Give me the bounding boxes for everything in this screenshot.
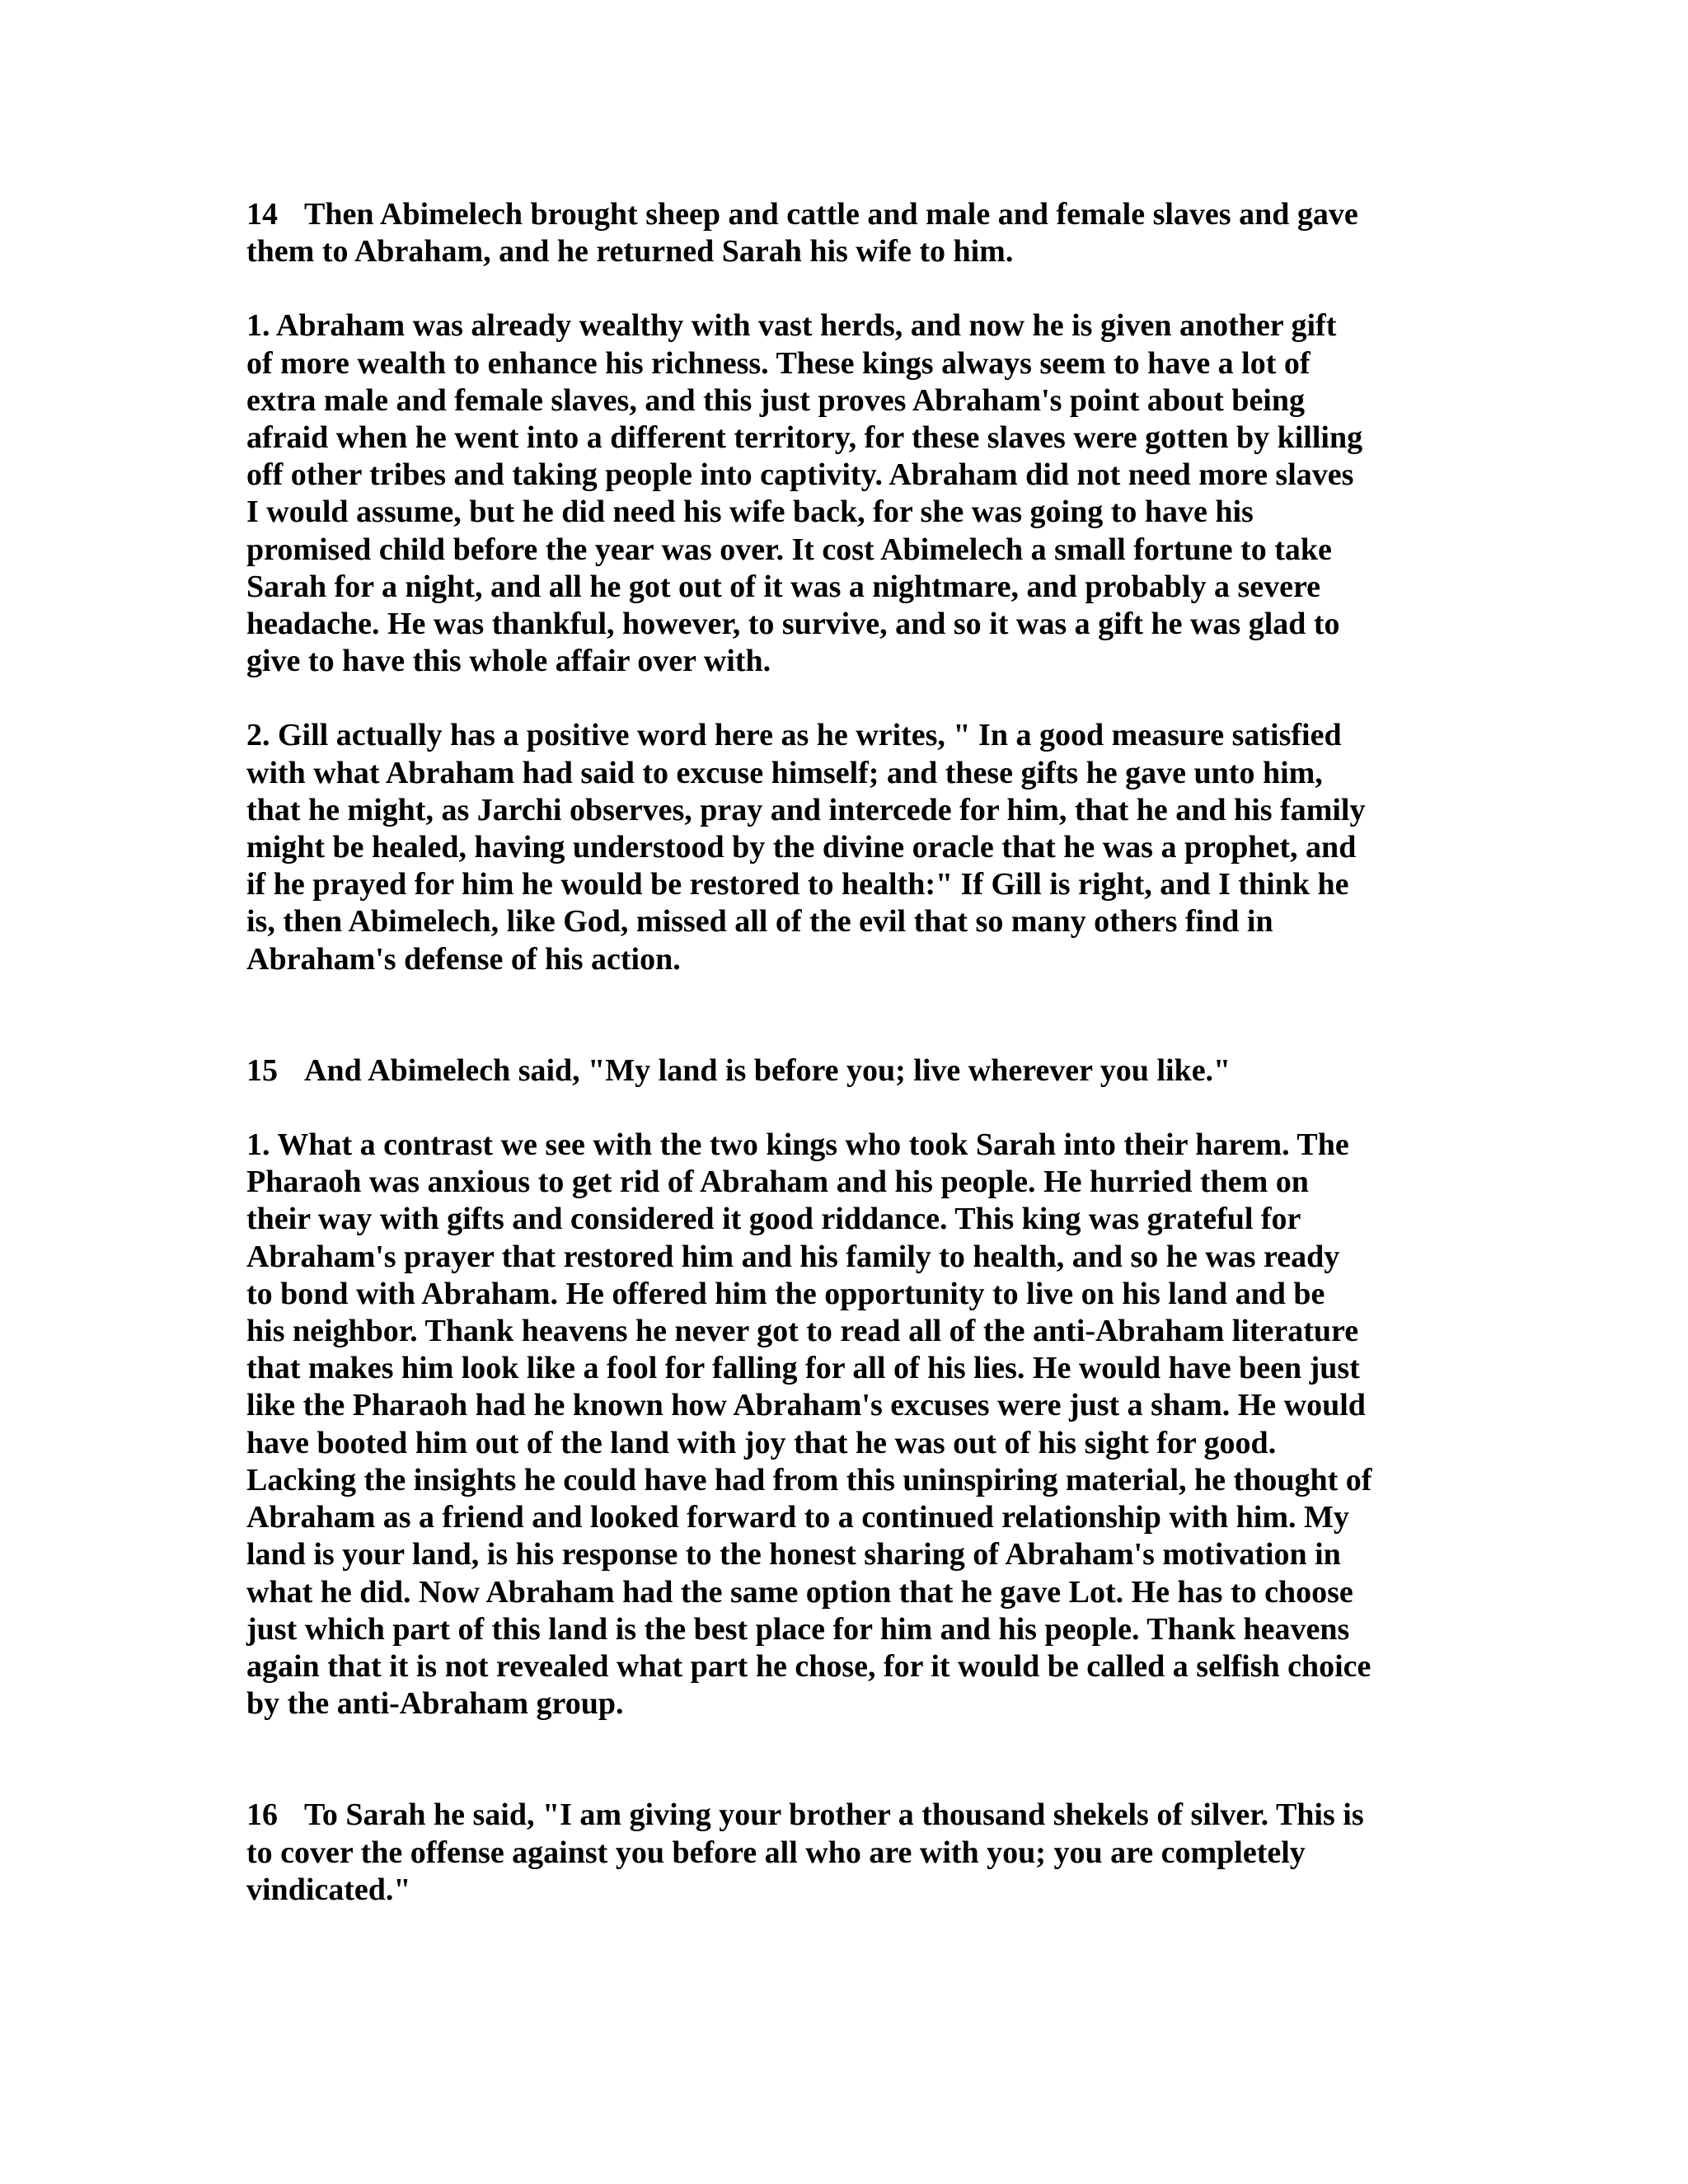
note-line: give to have this whole affair over with. [246, 644, 771, 679]
note-line: just which part of this land is the best place for him and his people. Thank heavens [246, 1611, 1350, 1647]
note-line: that he might, as Jarchi observes, pray and intercede for him, that he and his family [246, 792, 1366, 827]
note-line: again that it is not revealed what part he chose, for it would be called a selfish choice [246, 1648, 1372, 1684]
verse-line: 15 And Abimelech said, "My land is before you; live wherever you like." [246, 1052, 1450, 1090]
verse-number: 14 [246, 197, 278, 232]
note-line: I would assume, but he did need his wife back, for she was going to have his [246, 494, 1254, 530]
paragraph-spacer [246, 270, 1450, 307]
note-line: Abraham as a friend and looked forward to a continued relationship with him. My [246, 1500, 1349, 1535]
note-line: extra male and female slaves, and this just proves Abraham's point about being [246, 382, 1306, 418]
note-line: Sarah for a night, and all he got out of it was a nightmare, and probably a severe [246, 569, 1321, 604]
note-line: afraid when he went into a different territory, for these slaves were gotten by killing [246, 420, 1363, 456]
note-line: if he prayed for him he would be restored to health:" If Gill is right, and I think he [246, 867, 1349, 902]
paragraph-spacer [246, 1090, 1450, 1127]
verse-line: vindicated." [246, 1872, 411, 1907]
verse-16 [246, 1797, 1450, 1909]
note-line: might be healed, having understood by the divine oracle that he was a prophet, and [246, 830, 1357, 865]
verse-line: them to Abraham, and he returned Sarah his wife to him. [246, 234, 1014, 269]
note-paragraph [246, 307, 1450, 680]
note-line: what he did. Now Abraham had the same option that he gave Lot. He has to choose [246, 1574, 1353, 1610]
note-line: by the anti-Abraham group. [246, 1686, 624, 1722]
note-line: to bond with Abraham. He offered him the opportunity to live on his land and be [246, 1276, 1325, 1311]
note-line: off other tribes and taking people into captivity. Abraham did not need more slaves [246, 457, 1354, 493]
note-line: that makes him look like a fool for falling for all of his lies. He would have been just [246, 1351, 1360, 1386]
note-line: have booted him out of the land with joy that he was out of his sight for good. [246, 1425, 1277, 1460]
note-line: headache. He was thankful, however, to survive, and so it was a gift he was glad to [246, 607, 1340, 642]
verse-14 [246, 196, 1450, 270]
note-paragraph [246, 717, 1450, 977]
verse-line: to cover the offense against you before all who are with you; you are completely [246, 1835, 1306, 1870]
note-line: their way with gifts and considered it good riddance. This king was grateful for [246, 1202, 1301, 1237]
note-line: with what Abraham had said to excuse himself; and these gifts he gave unto him, [246, 755, 1323, 790]
note-line: promised child before the year was over. It cost Abimelech a small fortune to take [246, 532, 1332, 567]
note-line: like the Pharaoh had he known how Abraham's excuses were just a sham. He would [246, 1388, 1366, 1423]
commentary-text [246, 196, 1450, 1909]
note-paragraph [246, 1127, 1450, 1722]
note-line: 2. Gill actually has a positive word here as he writes, " In a good measure satisfied [246, 718, 1342, 753]
verse-number: 15 [246, 1052, 278, 1088]
note-line: Lacking the insights he could have had from this uninspiring material, he thought of [246, 1462, 1372, 1497]
note-line: Abraham's defense of his action. [246, 941, 681, 977]
verse-line: 14 Then Abimelech brought sheep and cattle and male and female slaves and gave [246, 196, 1450, 233]
note-line: of more wealth to enhance his richness. These kings always seem to have a lot of [246, 345, 1311, 381]
note-line: Pharaoh was anxious to get rid of Abraham and his people. He hurried them on [246, 1165, 1309, 1200]
verse-line: 16 To Sarah he said, "I am giving your brother a thousand shekels of silver. This is [246, 1797, 1450, 1834]
note-line: his neighbor. Thank heavens he never got to read all of the anti-Abraham literature [246, 1314, 1359, 1349]
verse-15 [246, 1052, 1450, 1090]
paragraph-spacer [246, 680, 1450, 717]
note-line: is, then Abimelech, like God, missed all of the evil that so many others find in [246, 904, 1273, 940]
note-line: 1. Abraham was already wealthy with vast herds, and now he is given another gift [246, 308, 1337, 344]
note-line: land is your land, is his response to the honest sharing of Abraham's motivation in [246, 1537, 1341, 1572]
note-line: 1. What a contrast we see with the two kings who took Sarah into their harem. The [246, 1127, 1349, 1163]
paragraph-spacer [246, 978, 1450, 1052]
note-line: Abraham's prayer that restored him and his family to health, and so he was ready [246, 1239, 1340, 1274]
verse-number: 16 [246, 1797, 278, 1833]
paragraph-spacer [246, 1722, 1450, 1797]
